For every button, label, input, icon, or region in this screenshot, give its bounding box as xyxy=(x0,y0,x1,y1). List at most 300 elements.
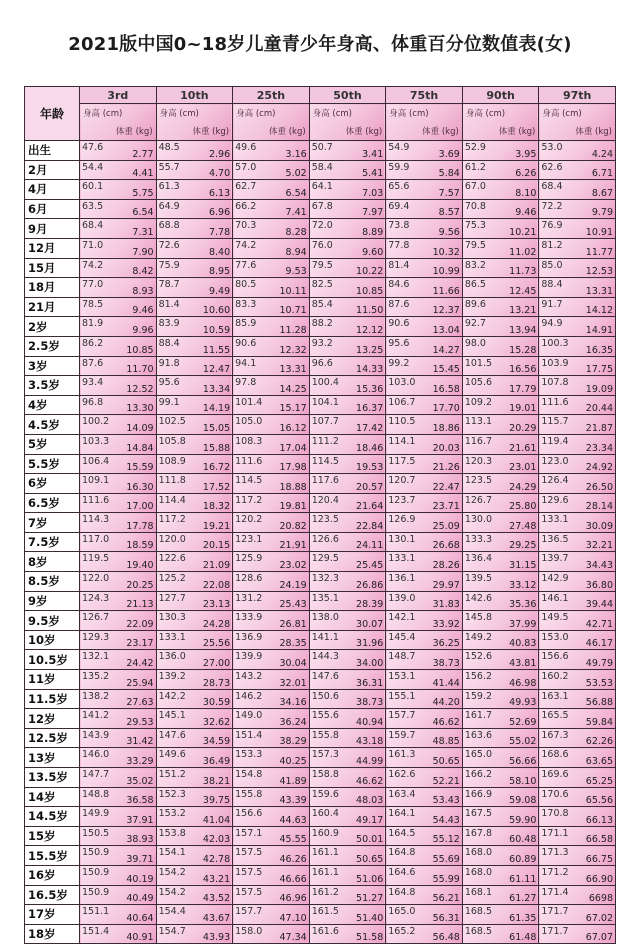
percentile-cell xyxy=(80,709,157,729)
percentile-cell xyxy=(156,709,233,729)
table-row xyxy=(25,160,616,180)
percentile-cell xyxy=(309,336,386,356)
weight-value: 33.12 xyxy=(509,579,537,591)
height-value: 135.2 xyxy=(82,671,110,683)
age-label: 8.5岁 xyxy=(25,572,80,592)
percentile-cell xyxy=(233,141,310,161)
percentile-cell xyxy=(233,807,310,827)
unit-header-cell xyxy=(156,104,233,141)
percentile-cell xyxy=(539,415,616,435)
weight-value: 25.56 xyxy=(202,638,231,650)
percentile-cell xyxy=(80,474,157,494)
percentile-cell xyxy=(309,552,386,572)
height-value: 62.6 xyxy=(541,161,563,173)
table-row xyxy=(25,376,616,396)
weight-value: 4.70 xyxy=(208,168,231,180)
percentile-cell xyxy=(539,258,616,278)
percentile-cell xyxy=(386,493,463,513)
height-value: 161.2 xyxy=(311,886,339,898)
percentile-cell xyxy=(233,336,310,356)
percentile-cell xyxy=(156,689,233,709)
age-label: 5.5岁 xyxy=(25,454,80,474)
percentile-cell xyxy=(80,219,157,239)
height-value: 100.3 xyxy=(541,337,569,349)
age-label: 17岁 xyxy=(25,905,80,925)
height-value: 123.5 xyxy=(311,514,339,526)
height-value: 132.3 xyxy=(311,573,339,585)
height-value: 129.3 xyxy=(82,631,110,643)
percentile-cell xyxy=(309,905,386,925)
height-value: 74.2 xyxy=(235,239,257,251)
age-label: 4岁 xyxy=(25,395,80,415)
height-value: 129.6 xyxy=(541,494,569,506)
weight-value: 56.48 xyxy=(432,932,460,944)
height-value: 103.3 xyxy=(82,435,110,447)
percentile-cell xyxy=(309,689,386,709)
weight-value: 44.20 xyxy=(432,697,460,709)
height-value: 53.0 xyxy=(541,142,563,153)
percentile-cell xyxy=(156,865,233,885)
height-value: 76.0 xyxy=(311,239,333,251)
weight-unit-label: 体重 (kg) xyxy=(575,127,612,137)
weight-value: 43.81 xyxy=(509,658,537,670)
height-value: 141.1 xyxy=(311,631,339,643)
height-value: 90.6 xyxy=(388,318,410,330)
weight-value: 20.82 xyxy=(279,520,307,532)
weight-value: 30.59 xyxy=(202,697,231,709)
weight-value: 31.42 xyxy=(126,736,154,748)
height-value: 54.9 xyxy=(388,142,410,153)
percentile-cell xyxy=(462,278,539,298)
weight-value: 19.21 xyxy=(202,520,231,532)
weight-value: 55.12 xyxy=(432,834,460,846)
percentile-cell xyxy=(156,885,233,905)
weight-value: 15.05 xyxy=(202,422,231,434)
percentile-cell xyxy=(539,885,616,905)
height-value: 163.4 xyxy=(388,788,416,800)
percentile-cell xyxy=(156,670,233,690)
percentile-cell xyxy=(386,689,463,709)
weight-value: 7.57 xyxy=(438,187,460,199)
height-value: 52.9 xyxy=(464,142,486,153)
height-value: 106.4 xyxy=(82,455,110,467)
percentile-cell xyxy=(462,905,539,925)
table-row xyxy=(25,238,616,258)
weight-value: 8.89 xyxy=(362,226,384,238)
weight-value: 15.59 xyxy=(126,462,154,474)
height-value: 123.7 xyxy=(388,494,416,506)
percentile-cell xyxy=(80,728,157,748)
height-value: 156.6 xyxy=(541,651,569,663)
height-value: 139.5 xyxy=(464,573,493,585)
weight-value: 38.21 xyxy=(202,775,231,787)
weight-value: 23.02 xyxy=(279,560,307,572)
table-row xyxy=(25,356,616,376)
height-value: 105.6 xyxy=(464,377,493,389)
height-value: 131.2 xyxy=(235,592,263,604)
height-value: 150.9 xyxy=(82,847,110,859)
percentile-cell xyxy=(386,807,463,827)
height-value: 155.1 xyxy=(388,690,416,702)
percentile-cell xyxy=(539,336,616,356)
height-value: 136.9 xyxy=(235,631,263,643)
percentile-cell xyxy=(156,415,233,435)
height-value: 71.0 xyxy=(82,239,104,251)
height-value: 168.1 xyxy=(464,886,493,898)
table-row xyxy=(25,317,616,337)
percentile-cell xyxy=(80,160,157,180)
height-value: 94.1 xyxy=(235,357,257,369)
height-value: 81.9 xyxy=(82,318,104,330)
percentile-cell xyxy=(386,278,463,298)
age-label: 9岁 xyxy=(25,591,80,611)
height-value: 145.1 xyxy=(158,710,186,722)
height-value: 144.3 xyxy=(311,651,339,663)
table-row xyxy=(25,258,616,278)
age-label: 10岁 xyxy=(25,630,80,650)
percentile-cell xyxy=(539,199,616,219)
table-row xyxy=(25,278,616,298)
weight-value: 12.52 xyxy=(126,383,154,395)
percentile-cell xyxy=(386,650,463,670)
height-value: 81.4 xyxy=(388,259,410,271)
age-label: 18岁 xyxy=(25,924,80,944)
table-row xyxy=(25,689,616,709)
percentile-cell xyxy=(539,356,616,376)
weight-value: 7.31 xyxy=(132,226,154,238)
height-value: 99.1 xyxy=(158,396,180,408)
height-value: 80.5 xyxy=(235,279,257,291)
height-value: 111.6 xyxy=(541,396,569,408)
percentile-cell xyxy=(80,630,157,650)
weight-value: 46.96 xyxy=(279,893,307,905)
percentile-cell xyxy=(309,141,386,161)
percentile-cell xyxy=(233,689,310,709)
height-value: 154.4 xyxy=(158,906,186,918)
percentile-cell xyxy=(462,846,539,866)
height-value: 138.0 xyxy=(311,612,339,624)
weight-value: 14.84 xyxy=(126,442,154,454)
weight-value: 26.81 xyxy=(279,618,307,630)
age-label: 3.5岁 xyxy=(25,376,80,396)
table-row xyxy=(25,454,616,474)
weight-value: 9.46 xyxy=(132,305,154,317)
percentile-cell xyxy=(386,630,463,650)
height-value: 89.6 xyxy=(464,298,486,310)
percentile-cell xyxy=(386,905,463,925)
weight-value: 8.28 xyxy=(285,226,307,238)
weight-value: 9.79 xyxy=(591,207,613,219)
percentile-cell xyxy=(156,552,233,572)
height-value: 136.0 xyxy=(158,651,186,663)
weight-value: 25.45 xyxy=(356,560,384,572)
height-value: 95.6 xyxy=(158,377,180,389)
height-value: 126.4 xyxy=(541,475,569,487)
weight-value: 10.21 xyxy=(509,226,537,238)
weight-value: 36.31 xyxy=(356,677,384,689)
height-value: 170.6 xyxy=(541,788,569,800)
weight-value: 19.09 xyxy=(585,383,613,395)
weight-value: 25.94 xyxy=(126,677,154,689)
weight-value: 47.10 xyxy=(279,912,307,924)
height-value: 132.1 xyxy=(82,651,110,663)
percentile-cell xyxy=(539,180,616,200)
percentile-cell xyxy=(156,336,233,356)
height-value: 157.5 xyxy=(235,847,263,859)
weight-value: 33.29 xyxy=(126,756,154,767)
percentile-cell xyxy=(80,415,157,435)
percentile-cell xyxy=(386,924,463,944)
table-row xyxy=(25,219,616,239)
weight-value: 43.67 xyxy=(202,912,231,924)
height-value: 119.5 xyxy=(82,553,110,565)
weight-value: 10.85 xyxy=(356,285,384,297)
table-row xyxy=(25,434,616,454)
weight-value: 46.62 xyxy=(356,775,384,787)
weight-value: 6.26 xyxy=(515,168,537,180)
age-label: 4月 xyxy=(25,180,80,200)
percentile-cell xyxy=(156,454,233,474)
height-value: 157.7 xyxy=(388,710,416,722)
percentile-cell xyxy=(156,728,233,748)
percentile-cell xyxy=(539,434,616,454)
percentile-cell xyxy=(80,768,157,788)
height-value: 107.7 xyxy=(311,416,339,428)
percentile-cell xyxy=(539,513,616,533)
height-value: 114.5 xyxy=(311,455,339,467)
height-value: 155.8 xyxy=(311,729,339,741)
height-value: 157.1 xyxy=(235,827,263,839)
height-value: 133.9 xyxy=(235,612,263,624)
table-title: 2021版中国0~18岁儿童青少年身高、体重百分位数值表(女) xyxy=(68,34,572,55)
percentile-cell xyxy=(80,572,157,592)
height-value: 167.5 xyxy=(464,808,493,820)
weight-value: 10.85 xyxy=(126,344,154,356)
height-value: 117.5 xyxy=(388,455,416,467)
percentile-cell xyxy=(233,513,310,533)
percentile-cell xyxy=(539,454,616,474)
percentile-cell xyxy=(156,258,233,278)
weight-value: 16.72 xyxy=(202,462,231,474)
percentile-cell xyxy=(233,356,310,376)
percentile-cell xyxy=(309,278,386,298)
weight-value: 25.09 xyxy=(432,520,460,532)
percentile-cell xyxy=(156,807,233,827)
percentile-cell xyxy=(539,532,616,552)
height-value: 160.9 xyxy=(311,827,339,839)
percentile-cell xyxy=(462,141,539,161)
height-value: 139.0 xyxy=(388,592,416,604)
percentile-cell xyxy=(80,376,157,396)
height-value: 142.1 xyxy=(388,612,416,624)
age-label: 14岁 xyxy=(25,787,80,807)
height-value: 114.4 xyxy=(158,494,186,506)
height-value: 100.4 xyxy=(311,377,339,389)
age-label: 7.5岁 xyxy=(25,532,80,552)
percentile-cell xyxy=(462,885,539,905)
weight-value: 32.01 xyxy=(279,677,307,689)
weight-value: 18.46 xyxy=(356,442,384,454)
percentile-cell xyxy=(462,415,539,435)
weight-value: 19.53 xyxy=(356,462,384,474)
height-value: 151.2 xyxy=(158,769,186,780)
weight-value: 35.02 xyxy=(126,775,154,787)
height-value: 79.5 xyxy=(311,259,333,271)
age-label: 6.5岁 xyxy=(25,493,80,513)
height-value: 162.6 xyxy=(388,769,416,780)
height-value: 153.2 xyxy=(158,808,186,820)
age-label: 21月 xyxy=(25,297,80,317)
table-row xyxy=(25,199,616,219)
percentile-cell xyxy=(539,650,616,670)
weight-value: 7.78 xyxy=(208,226,231,238)
height-value: 120.0 xyxy=(158,533,186,545)
percentile-cell xyxy=(539,924,616,944)
height-value: 75.3 xyxy=(464,220,486,232)
weight-value: 43.39 xyxy=(279,795,307,807)
percentile-cell xyxy=(462,454,539,474)
percentile-cell xyxy=(462,552,539,572)
weight-value: 55.69 xyxy=(432,853,460,865)
weight-value: 61.27 xyxy=(509,893,537,905)
percentile-cell xyxy=(156,434,233,454)
height-value: 68.4 xyxy=(82,220,104,232)
weight-value: 17.98 xyxy=(279,462,307,474)
percentile-cell xyxy=(309,376,386,396)
weight-value: 12.12 xyxy=(356,324,384,336)
percentile-cell xyxy=(80,689,157,709)
height-value: 126.6 xyxy=(311,533,339,545)
height-value: 98.0 xyxy=(464,337,486,349)
height-value: 164.1 xyxy=(388,808,416,820)
age-label: 8岁 xyxy=(25,552,80,572)
percentile-cell xyxy=(386,591,463,611)
height-value: 114.3 xyxy=(82,514,110,526)
percentile-cell xyxy=(539,317,616,337)
height-value: 161.5 xyxy=(311,906,339,918)
percentile-cell xyxy=(462,748,539,768)
percentile-cell xyxy=(386,434,463,454)
percentile-cell xyxy=(462,238,539,258)
height-value: 130.1 xyxy=(388,533,416,545)
height-value: 161.6 xyxy=(311,925,339,937)
height-value: 47.6 xyxy=(82,142,104,153)
weight-value: 9.96 xyxy=(132,324,154,336)
height-value: 114.1 xyxy=(388,435,416,447)
percentile-cell xyxy=(386,885,463,905)
percentile-cell xyxy=(386,395,463,415)
weight-value: 42.03 xyxy=(202,834,231,846)
height-value: 70.8 xyxy=(464,200,486,212)
weight-value: 14.27 xyxy=(432,344,460,356)
percentile-cell xyxy=(539,552,616,572)
height-value: 123.0 xyxy=(541,455,569,467)
weight-value: 26.86 xyxy=(356,579,384,591)
height-value: 109.2 xyxy=(464,396,493,408)
weight-value: 40.83 xyxy=(509,638,537,650)
percentile-header: 97th xyxy=(539,87,616,104)
height-value: 157.3 xyxy=(311,749,339,761)
percentile-cell xyxy=(233,317,310,337)
weight-value: 8.10 xyxy=(515,187,537,199)
height-value: 141.2 xyxy=(82,710,110,722)
percentile-cell xyxy=(386,258,463,278)
height-value: 82.5 xyxy=(311,279,333,291)
percentile-cell xyxy=(386,415,463,435)
percentile-cell xyxy=(80,552,157,572)
height-value: 151.4 xyxy=(235,729,263,741)
unit-header-cell xyxy=(539,104,616,141)
weight-value: 66.75 xyxy=(585,853,613,865)
height-value: 153.0 xyxy=(541,631,569,643)
height-value: 154.2 xyxy=(158,886,186,898)
height-value: 60.1 xyxy=(82,181,104,193)
height-value: 65.6 xyxy=(388,181,410,193)
percentile-cell xyxy=(156,768,233,788)
percentile-cell xyxy=(309,180,386,200)
height-value: 150.9 xyxy=(82,886,110,898)
height-unit-label: 身高 (cm) xyxy=(236,109,276,119)
percentile-cell xyxy=(309,846,386,866)
percentile-cell xyxy=(156,905,233,925)
weight-value: 26.50 xyxy=(585,481,613,493)
percentile-header: 3rd xyxy=(80,87,157,104)
weight-value: 16.12 xyxy=(279,422,307,434)
percentile-cell xyxy=(156,376,233,396)
height-value: 123.1 xyxy=(235,533,263,545)
height-unit-label: 身高 (cm) xyxy=(312,109,352,119)
percentile-cell xyxy=(156,532,233,552)
height-value: 161.1 xyxy=(311,847,339,859)
percentile-cell xyxy=(233,454,310,474)
percentile-cell xyxy=(156,493,233,513)
age-label: 11岁 xyxy=(25,670,80,690)
percentile-cell xyxy=(462,572,539,592)
percentile-cell xyxy=(462,689,539,709)
weight-value: 46.17 xyxy=(585,638,613,650)
height-value: 168.0 xyxy=(464,847,493,859)
percentile-cell xyxy=(156,395,233,415)
percentile-cell xyxy=(462,532,539,552)
percentile-cell xyxy=(233,787,310,807)
weight-unit-label: 体重 (kg) xyxy=(115,127,153,137)
weight-value: 32.62 xyxy=(202,716,231,728)
weight-value: 8.93 xyxy=(132,285,154,297)
weight-value: 13.04 xyxy=(432,324,460,336)
weight-value: 53.53 xyxy=(585,677,613,689)
weight-value: 43.18 xyxy=(356,736,384,748)
height-value: 122.0 xyxy=(82,573,110,585)
percentile-cell xyxy=(386,454,463,474)
height-value: 70.3 xyxy=(235,220,257,232)
height-value: 101.4 xyxy=(235,396,263,408)
weight-value: 18.32 xyxy=(202,501,231,513)
age-label: 9.5岁 xyxy=(25,611,80,631)
percentile-cell xyxy=(386,219,463,239)
percentile-cell xyxy=(80,434,157,454)
table-row xyxy=(25,865,616,885)
weight-value: 6.54 xyxy=(285,187,307,199)
weight-value: 11.28 xyxy=(279,324,307,336)
weight-value: 54.43 xyxy=(432,814,460,826)
percentile-cell xyxy=(539,748,616,768)
percentile-cell xyxy=(233,532,310,552)
weight-value: 22.47 xyxy=(432,481,460,493)
weight-value: 51.58 xyxy=(356,932,384,944)
percentile-cell xyxy=(462,513,539,533)
percentile-cell xyxy=(309,885,386,905)
height-value: 55.7 xyxy=(158,161,180,173)
